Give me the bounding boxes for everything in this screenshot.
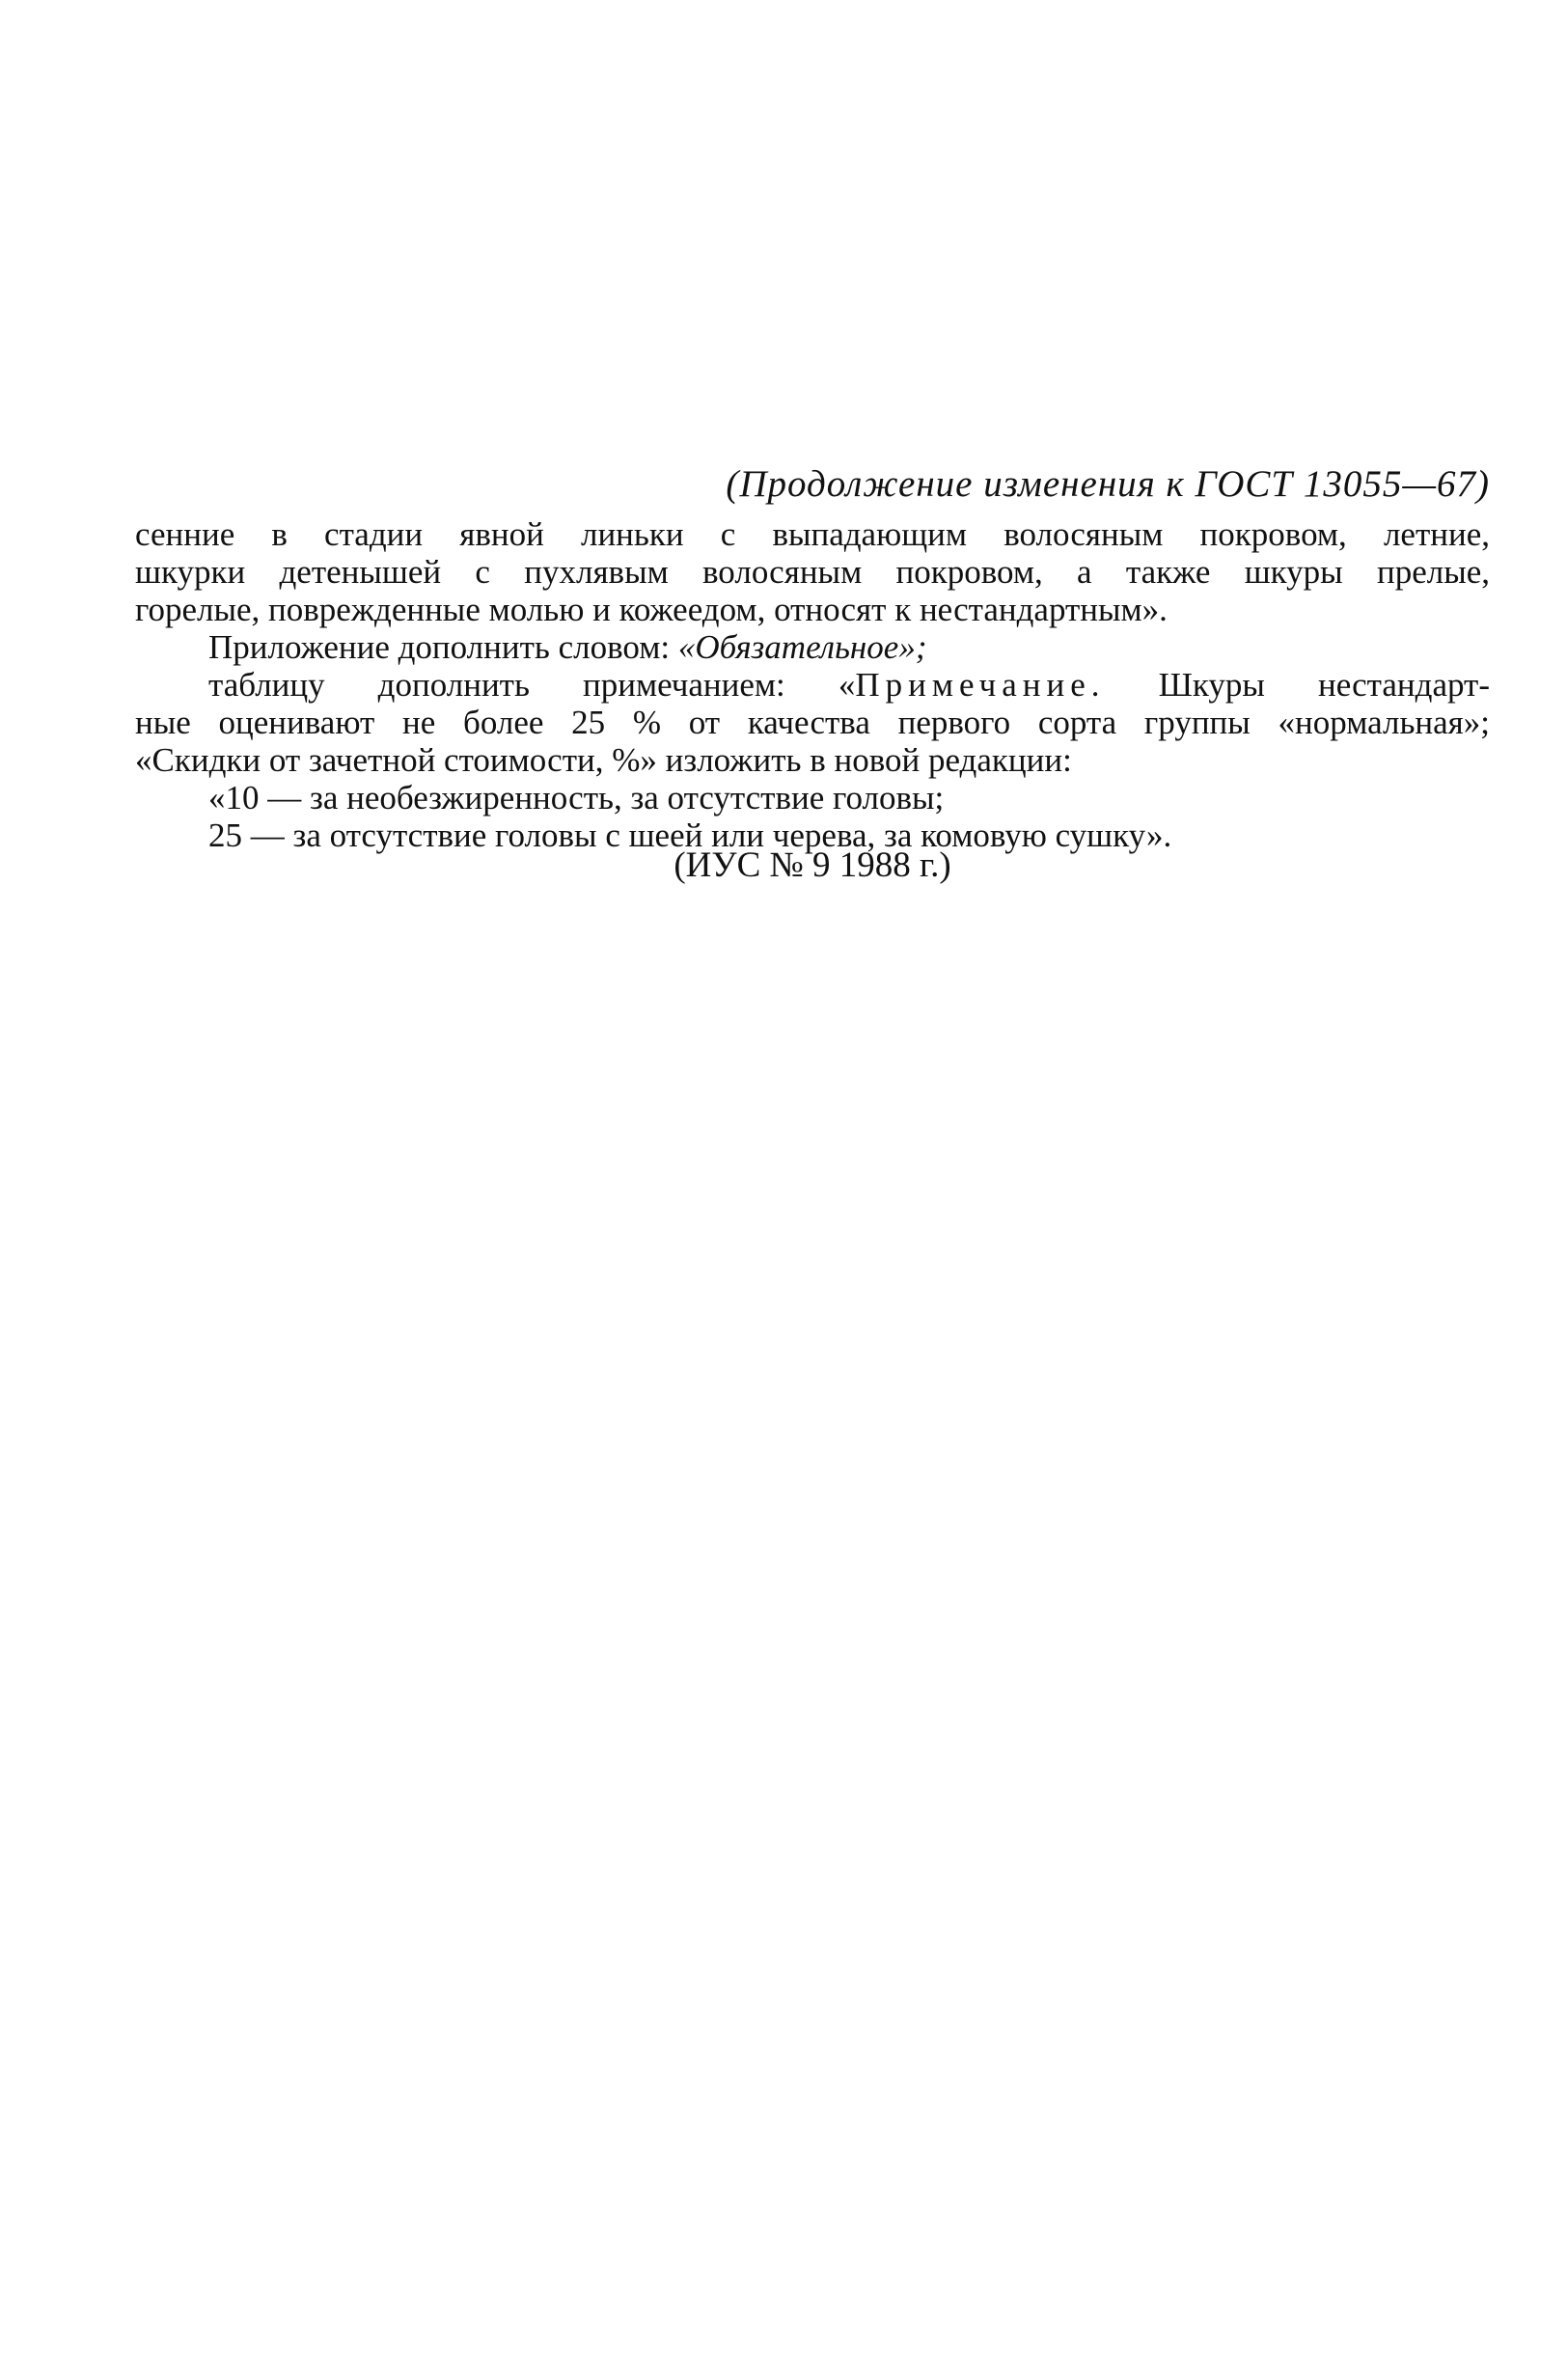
- ius-reference: (ИУС № 9 1988 г.): [674, 845, 951, 885]
- text-line-3: горелые, поврежденные молью и кожеедом, относят к нестандартным».: [135, 591, 1168, 628]
- amendment-text: [135, 515, 1490, 854]
- appendix-instruction: Приложение дополнить словом:: [208, 628, 678, 666]
- text-line-7: «Скидки от зачетной стоимости, %» изложить в новой редакции:: [135, 741, 1072, 779]
- text-line-1: сенние в стадии явной линьки с выпадающим волосяным покровом, летние,: [135, 515, 1490, 553]
- text-line-6: ные оценивают не более 25 % от качества первого сорта группы «нормальная»;: [135, 704, 1490, 741]
- text-line-9: 25 — за отсутствие головы с шеей или черева, за комовую сушку».: [208, 816, 1172, 854]
- text-line-8: «10 — за необезжиренность, за отсутствие головы;: [208, 779, 945, 816]
- text-line-4: [135, 628, 1490, 666]
- note-text-start: Шкуры нестандарт-: [1105, 666, 1490, 704]
- text-line-5: [135, 666, 1490, 704]
- text-line-2: шкурки детенышей с пухлявым волосяным покровом, а также шкуры прелые,: [135, 553, 1490, 591]
- continuation-header: (Продолжение изменения к ГОСТ 13055—67): [726, 463, 1490, 505]
- table-instruction: таблицу дополнить примечанием: «: [208, 666, 856, 704]
- note-label: Примечание.: [855, 666, 1106, 704]
- mandatory-word: «Обязательное»;: [677, 628, 927, 666]
